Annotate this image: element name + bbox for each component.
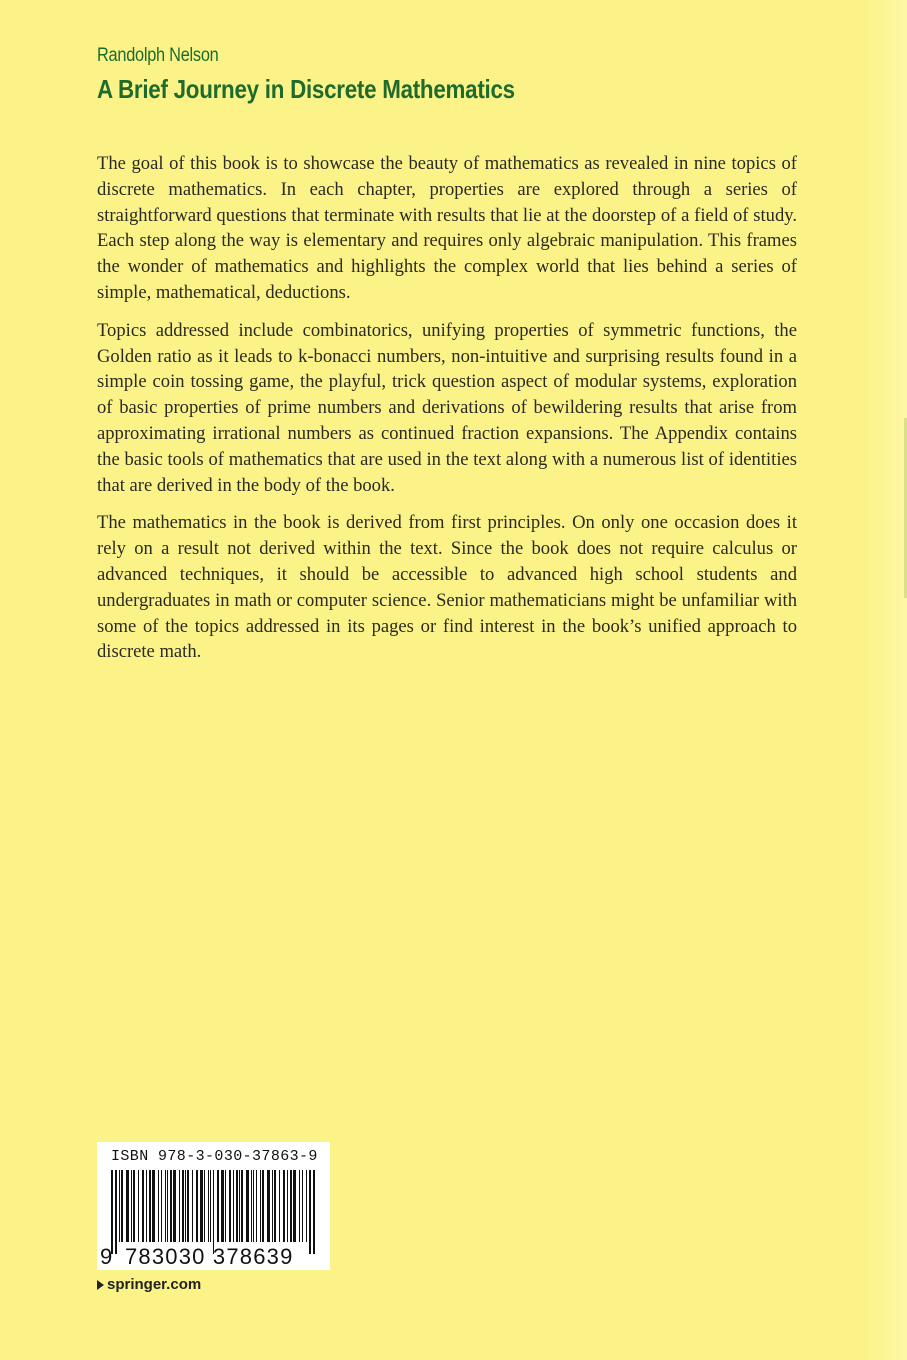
barcode-bar [179, 1170, 180, 1242]
barcode-bar [204, 1170, 205, 1242]
barcode-bar [251, 1170, 252, 1242]
barcode-bar [272, 1170, 273, 1242]
barcode-bar [253, 1170, 254, 1242]
barcode-bar [182, 1170, 184, 1242]
barcode-bar [210, 1170, 211, 1242]
description-paragraph-3: The mathematics in the book is derived from first principles. On only one occasion does it rely on a result not derived within the text. Since the book does not require calculus or advanced techniques, it should be accessible to advanced high school students and undergraduates in math or computer science. Senior mathematicians might be unfamiliar with some of the topics addressed in its pages or find interest in the book’s unified approach to discrete math. [97, 512, 797, 663]
barcode-bar [239, 1170, 240, 1242]
barcode-bar [131, 1170, 132, 1242]
barcode-bar [213, 1170, 214, 1254]
barcode-bar [126, 1170, 129, 1242]
barcode-bar [293, 1170, 296, 1242]
barcode-bar [229, 1170, 231, 1242]
barcode-bar [274, 1170, 276, 1242]
barcode-bar [279, 1170, 280, 1242]
barcode-bar [158, 1170, 159, 1242]
barcode-bar [146, 1170, 147, 1242]
barcode-bar [167, 1170, 168, 1242]
barcode-bar [225, 1170, 226, 1242]
barcode-bar [196, 1170, 198, 1242]
barcode-bar [256, 1170, 257, 1242]
barcode-bar [170, 1170, 172, 1242]
barcode-bar [233, 1170, 234, 1242]
barcode-bar [149, 1170, 151, 1242]
book-description [97, 151, 797, 677]
barcode-bar [111, 1170, 113, 1254]
barcode-bar [306, 1170, 307, 1242]
barcode-bar [165, 1170, 166, 1242]
barcode-bar [119, 1170, 120, 1242]
barcode-digits-rest: 783030 378639 [125, 1244, 294, 1269]
barcode-bar [262, 1170, 264, 1242]
barcode-bar [133, 1170, 135, 1242]
barcode-bar [236, 1170, 238, 1242]
barcode-bar [152, 1170, 155, 1242]
barcode-bar [246, 1170, 249, 1242]
barcode-bar [302, 1170, 303, 1242]
description-paragraph-1: The goal of this book is to showcase the beauty of mathematics as revealed in nine topics of discrete mathematics. In each chapter, properties are explored through a series of straightforward questions that terminate with results that lie at the doorstep of a field of study. Each step along the way is elementary and requires only algebraic manipulation. This frames the wonder of mathematics and highlights the complex world that lies behind a series of simple, mathematical, deductions. [97, 153, 797, 303]
barcode-bar [208, 1170, 209, 1242]
barcode-bar [173, 1170, 176, 1242]
barcode-bar [138, 1170, 139, 1242]
arrow-right-icon [97, 1280, 104, 1290]
author-name: Randolph Nelson [97, 45, 219, 66]
barcode-digit-first: 9 [100, 1244, 114, 1269]
barcode-bar [200, 1170, 203, 1242]
barcode-bar [260, 1170, 261, 1242]
barcode-bar [161, 1170, 162, 1242]
barcode-bar [192, 1170, 193, 1242]
publisher-website: springer.com [107, 1276, 202, 1293]
barcode-bar [185, 1170, 186, 1242]
isbn-label: ISBN 978-3-030-37863-9 [111, 1148, 318, 1165]
barcode-bar [217, 1170, 219, 1242]
barcode-bar [142, 1170, 144, 1242]
barcode-bar [187, 1170, 189, 1242]
barcode-bar [299, 1170, 300, 1242]
barcode-bar [309, 1170, 311, 1254]
barcode-bar [283, 1170, 285, 1242]
barcode-bar [290, 1170, 292, 1242]
isbn-barcode [97, 1142, 330, 1270]
barcode-bar [121, 1170, 123, 1242]
barcode-bar [287, 1170, 288, 1242]
barcode-bar [267, 1170, 270, 1242]
barcode-bar [115, 1170, 117, 1254]
publisher-link[interactable] [97, 1276, 201, 1293]
barcode-bar [221, 1170, 224, 1242]
description-paragraph-2: Topics addressed include combinatorics, unifying properties of symmetric functions, the Golden ratio as it leads to k-bonacci numbers, non-intuitive and surprising results found in a simple coin tossing game, the playful, trick question aspect of modular systems, exploration of basic properties of prime numbers and derivations of bewildering results that arise from approximating irrational numbers as continued fraction expansions. The Appendix contains the basic tools of mathematics that are used in the text along with a numerous list of identities that are derived in the body of the book. [97, 319, 797, 496]
book-title: A Brief Journey in Discrete Mathematics [97, 74, 515, 104]
barcode-bar [313, 1170, 315, 1254]
spine-shade [867, 0, 907, 1360]
barcode-bar [241, 1170, 243, 1242]
